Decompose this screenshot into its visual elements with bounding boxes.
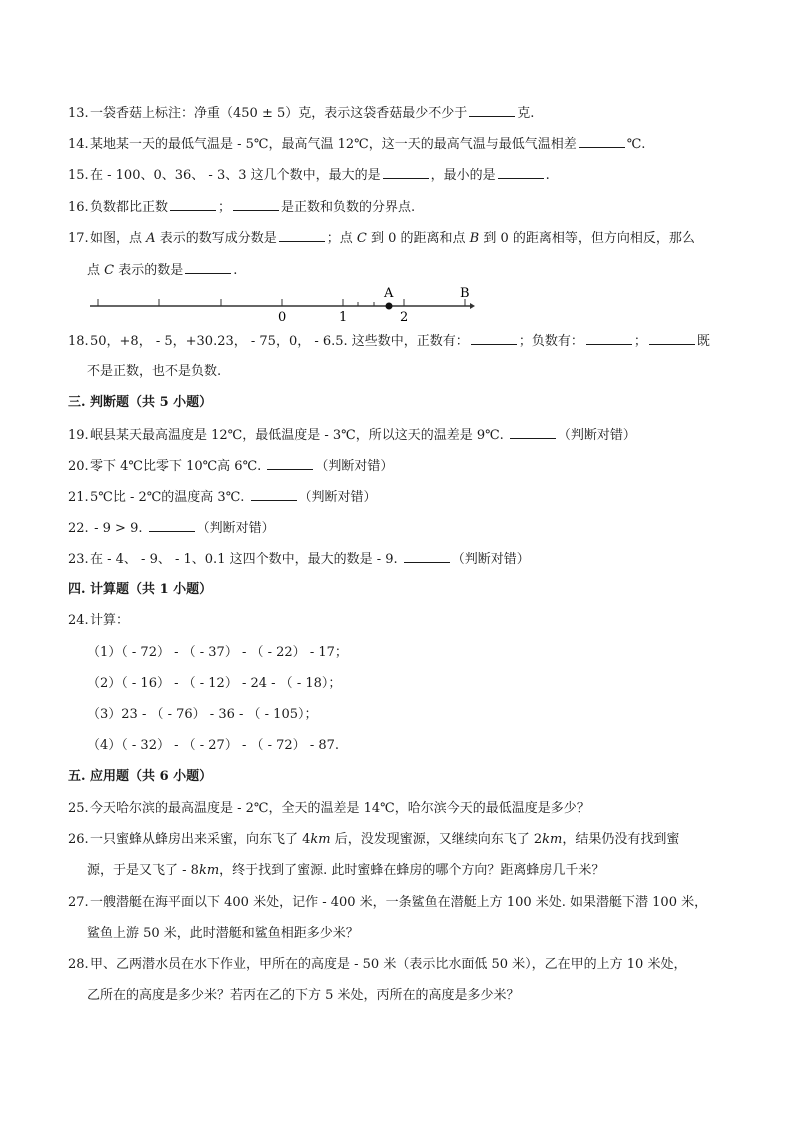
point-a-dot (386, 303, 393, 310)
number-line-figure (90, 284, 490, 324)
question-27-cont: 鲨鱼上游 50 米，此时潜艇和鲨鱼相距多少米？ (87, 926, 359, 941)
question-28: 28.甲、乙两潜水员在水下作业，甲所在的高度是 - 50 米（表示比水面低 50 米），乙在甲的上方 10 米处， (68, 957, 687, 972)
answer-blank[interactable] (498, 166, 544, 179)
answer-blank[interactable] (404, 550, 450, 563)
tick-label-0: 0 (278, 310, 287, 324)
calc-item-4: （4）（ - 32） - （ - 27） - （ - 72） - 87. (87, 738, 340, 753)
question-27: 27.一艘潜艇在海平面以下 400 米处，记作 - 400 米，一条鲨鱼在潜艇上方 100 米处. 如果潜艇下潜 100 米， (68, 895, 708, 910)
question-28-cont: 乙所在的高度是多少米？若丙在乙的下方 5 米处，丙所在的高度是多少米？ (87, 988, 520, 1003)
calc-item-1: （1）（ - 72） - （ - 37） - （ - 22） - 17； (87, 645, 348, 660)
answer-blank[interactable] (170, 198, 216, 211)
answer-blank[interactable] (149, 519, 195, 532)
question-22: 22. - 9 > 9. （判断对错） (68, 521, 275, 536)
answer-blank[interactable] (267, 457, 313, 470)
answer-blank[interactable] (383, 166, 429, 179)
answer-blank[interactable] (586, 332, 632, 345)
question-16: 16.负数都比正数 ； 是正数和负数的分界点. (68, 200, 416, 215)
answer-blank[interactable] (233, 198, 279, 211)
question-26: 26.一只蜜蜂从蜂房出来采蜜，向东飞了 4km 后，没发现蜜源，又继续向东飞了 2km，结果仍没有找到蜜 (68, 832, 680, 847)
answer-blank[interactable] (469, 104, 515, 117)
question-21: 21.5℃比 - 2℃的温度高 3℃. （判断对错） (68, 490, 377, 505)
question-26-cont: 源，于是又飞了 - 8km，终于找到了蜜源. 此时蜜蜂在蜂房的哪个方向？距离蜂房几千米？ (87, 863, 605, 878)
answer-blank[interactable] (279, 229, 325, 242)
question-19: 19.岷县某天最高温度是 12℃，最低温度是 - 3℃，所以这天的温差是 9℃. （判断对错） (68, 428, 636, 443)
answer-blank[interactable] (251, 488, 297, 501)
question-23: 23.在 - 4、 - 9、 - 1、0.1 这四个数中，最大的数是 - 9. （判断对错） (68, 552, 530, 567)
question-24: 24.计算： (68, 613, 130, 628)
tick-label-2: 2 (400, 310, 409, 324)
answer-blank[interactable] (185, 261, 231, 274)
section-heading-judgement: 三. 判断题（共 5 小题） (68, 395, 213, 410)
question-15: 15.在 - 100、0、36、 - 3、3 这几个数中，最大的是 ，最小的是 . (68, 168, 550, 183)
question-17-cont: 点 C 表示的数是 . (87, 263, 238, 278)
point-b-label: B (460, 286, 470, 301)
question-25: 25.今天哈尔滨的最高温度是 - 2℃，全天的温差是 14℃，哈尔滨今天的最低温度是多少？ (68, 801, 590, 816)
answer-blank[interactable] (471, 332, 517, 345)
arrow-icon (470, 303, 475, 309)
answer-blank[interactable] (649, 332, 695, 345)
calc-item-3: （3）23 - （ - 76） - 36 - （ - 105）； (87, 707, 318, 722)
question-13: 13.一袋香菇上标注：净重（450 ± 5）克，表示这袋香菇最少不少于 克. (68, 106, 535, 121)
answer-blank[interactable] (510, 426, 556, 439)
question-14: 14.某地某一天的最低气温是 - 5℃，最高气温 12℃，这一天的最高气温与最低气温相差 ℃. (68, 137, 646, 152)
answer-blank[interactable] (579, 135, 625, 148)
section-heading-calculation: 四. 计算题（共 1 小题） (68, 582, 213, 597)
question-18: 18.50，+8， - 5，+30.23， - 75，0， - 6.5. 这些数中，正数有： ；负数有： ； 既 (68, 334, 710, 349)
calc-item-2: （2）（ - 16） - （ - 12） - 24 - （ - 18）； (87, 676, 342, 691)
tick-label-1: 1 (339, 310, 348, 324)
section-heading-application: 五. 应用题（共 6 小题） (68, 769, 213, 784)
question-18-cont: 不是正数，也不是负数. (87, 364, 222, 379)
question-17: 17.如图，点 A 表示的数写成分数是 ；点 C 到 0 的距离和点 B 到 0 的距离相等，但方向相反，那么 (68, 231, 695, 246)
question-20: 20.零下 4℃比零下 10℃高 6℃. （判断对错） (68, 459, 394, 474)
point-a-label: A (384, 286, 394, 301)
